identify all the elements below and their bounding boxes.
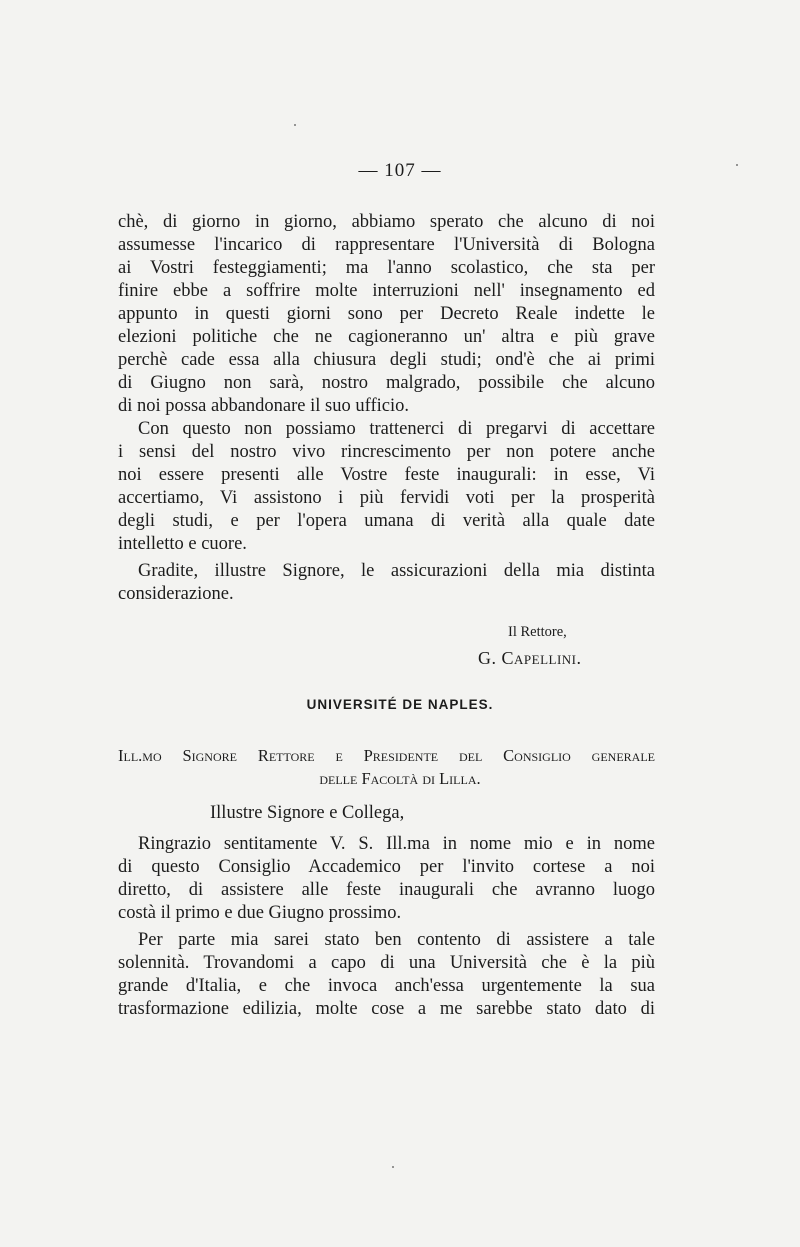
letter1-line: di Giugno non sarà, nostro malgrado, possibile che alcuno <box>118 373 655 393</box>
letter1-line: degli studi, e per l'opera umana di verità alla quale date <box>118 511 655 531</box>
scan-speck <box>392 1166 394 1168</box>
letter1-line: assumesse l'incarico di rappresentare l'Università di Bologna <box>118 235 655 255</box>
letter1-line: chè, di giorno in giorno, abbiamo sperato che alcuno di noi <box>118 212 655 232</box>
letter1-line: perchè cade essa alla chiusura degli studi; ond'è che ai primi <box>118 350 655 370</box>
letter2-line: solennità. Trovandomi a capo di una Università che è la più <box>118 953 655 973</box>
letter1-line: elezioni politiche che ne cagioneranno un' altra e più grave <box>118 327 655 347</box>
page-number: — 107 — <box>358 160 442 181</box>
scan-speck <box>294 124 296 126</box>
letter1-line: appunto in questi giorni sono per Decreto Reale indette le <box>118 304 655 324</box>
letter2-line: trasformazione edilizia, molte cose a me sarebbe stato dato di <box>118 999 655 1019</box>
letter1-line: Con questo non possiamo trattenerci di pregarvi di accettare <box>138 419 655 439</box>
scan-speck <box>736 164 738 166</box>
letter2-line: grande d'Italia, e che invoca anch'essa urgentemente la sua <box>118 976 655 996</box>
letter2-line: di questo Consiglio Accademico per l'invito cortese a noi <box>118 857 655 877</box>
letter2-line: Ringrazio sentitamente V. S. Ill.ma in nome mio e in nome <box>138 834 655 854</box>
letter1-line: noi essere presenti alle Vostre feste inaugurali: in esse, Vi <box>118 465 655 485</box>
letter1-line: accertiamo, Vi assistono i più fervidi voti per la prosperità <box>118 488 655 508</box>
letter2-line: costà il primo e due Giugno prossimo. <box>118 903 402 923</box>
letter1-line: ai Vostri festeggiamenti; ma l'anno scolastico, che sta per <box>118 258 655 278</box>
letter1-line: considerazione. <box>118 584 234 604</box>
letter1-line: i sensi del nostro vivo rincrescimento per non potere anche <box>118 442 655 462</box>
section-heading: UNIVERSITÉ DE NAPLES. <box>306 697 494 712</box>
salutation: Illustre Signore e Collega, <box>210 803 405 823</box>
letter1-line: finire ebbe a soffrire molte interruzioni nell' insegnamento ed <box>118 281 655 301</box>
signature-title: Il Rettore, <box>508 624 567 640</box>
letter1-line: Gradite, illustre Signore, le assicurazioni della mia distinta <box>138 561 655 581</box>
address-line: delle Facoltà di Lilla. <box>319 769 481 788</box>
address-line: Ill.mo Signore Rettore e Presidente del Consiglio generale <box>118 746 655 765</box>
letter1-line: di noi possa abbandonare il suo ufficio. <box>118 396 409 416</box>
signature-name: G. Capellini. <box>478 648 582 668</box>
letter1-line: intelletto e cuore. <box>118 534 247 554</box>
letter2-line: Per parte mia sarei stato ben contento di assistere a tale <box>138 930 655 950</box>
letter2-line: diretto, di assistere alle feste inaugurali che avranno luogo <box>118 880 655 900</box>
